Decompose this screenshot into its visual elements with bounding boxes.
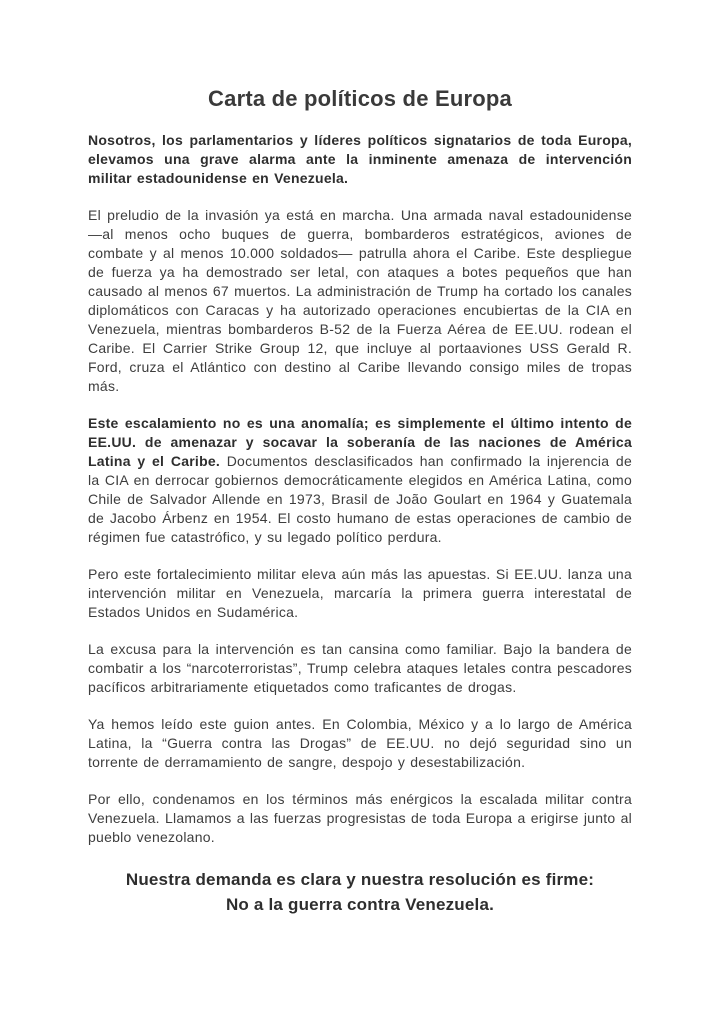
paragraph-condemnation: Por ello, condenamos en los términos más enérgicos la escalada militar contra Venezuela. Llamamos a las fuerzas progresistas de toda Europa a erigirse junto al pueblo venezolano. <box>88 791 632 845</box>
escalation-bold-lead: Este escalamiento no es una anomalía; es simplemente el último intento de EE.UU. de amenazar y socavar la soberanía de las naciones de América Latina y el Caribe. <box>88 415 632 469</box>
closing-statement <box>88 867 632 917</box>
closing-line-1: Nuestra demanda es clara y nuestra resolución es firme: <box>125 870 595 889</box>
paragraph-drug-war: Ya hemos leído este guion antes. En Colombia, México y a lo largo de América Latina, la “Guerra contra las Drogas” de EE.UU. no dejó seguridad sino un torrente de derramamiento de sangre, despojo y desestabilización. <box>88 716 632 770</box>
escalation-rest: Documentos desclasificados han confirmado la injerencia de la CIA en derrocar gobiernos democráticamente elegidos en América Latina, como Chile de Salvador Allende en 1973, Brasil de João Goulart en 1964 y Guatemala de Jacobo Árbenz en 1954. El costo humano de estas operaciones de cambio de régimen fue catastrófico, y su legado político perdura. <box>88 453 633 545</box>
letter-title: Carta de políticos de Europa <box>208 86 512 111</box>
paragraph-escalation <box>88 414 632 547</box>
paragraph-excuse: La excusa para la intervención es tan cansina como familiar. Bajo la bandera de combatir a los “narcoterroristas”, Trump celebra ataques letales contra pescadores pacíficos arbitrariamente etiquetados como traficantes de drogas. <box>88 641 632 695</box>
paragraph-intro: Nosotros, los parlamentarios y líderes políticos signatarios de toda Europa, elevamos una grave alarma ante la inminente amenaza de intervención militar estadounidense en Venezuela. <box>88 132 632 186</box>
paragraph-prelude: El preludio de la invasión ya está en marcha. Una armada naval estadounidense —al menos ocho buques de guerra, bombarderos estratégicos, aviones de combate y al menos 10.000 soldados— patrulla ahora el Caribe. Este despliegue de fuerza ya ha demostrado ser letal, con ataques a botes pequeños que han causado al menos 67 muertos. La administración de Trump ha cortado los canales diplomáticos con Caracas y ha autorizado operaciones encubiertas de la CIA en Venezuela, mientras bombarderos B-52 de la Fuerza Aérea de EE.UU. rodean el Caribe. El Carrier Strike Group 12, que incluye al portaaviones USS Gerald R. Ford, cruza el Atlántico con destino al Caribe llevando consigo miles de tropas más. <box>88 207 632 394</box>
paragraph-stakes: Pero este fortalecimiento militar eleva aún más las apuestas. Si EE.UU. lanza una intervención militar en Venezuela, marcaría la primera guerra interestatal de Estados Unidos en Sudamérica. <box>88 566 632 620</box>
closing-line-2: No a la guerra contra Venezuela. <box>225 895 495 914</box>
